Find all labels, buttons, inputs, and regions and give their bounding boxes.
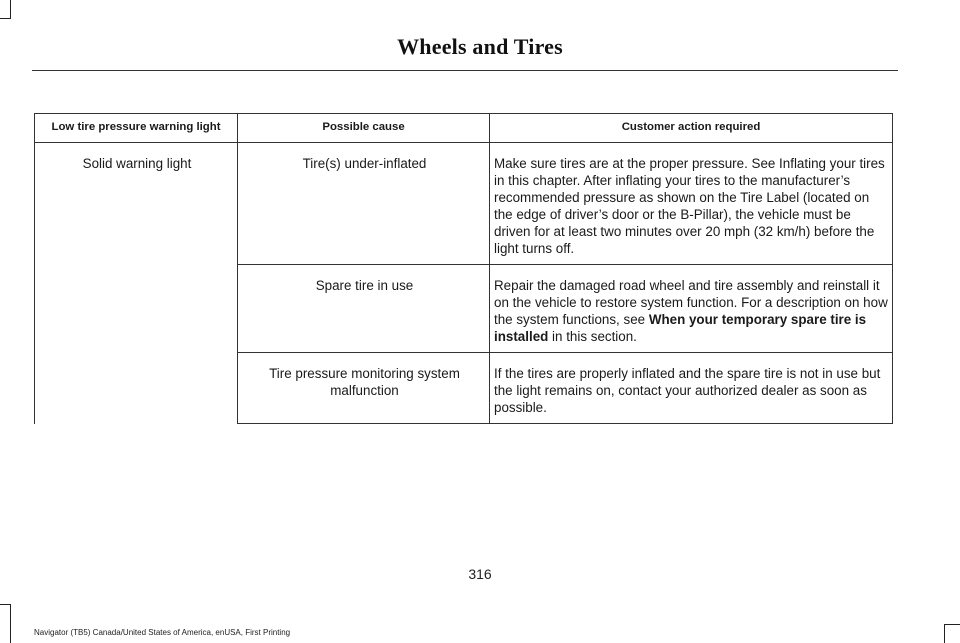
crop-mark-top-left-horizontal [0,18,11,19]
crop-mark-bottom-right-vertical [944,624,945,643]
possible-cause-cell [238,353,490,424]
header-divider [32,70,898,71]
customer-action-cell: If the tires are properly inflated and the spare tire is not in use but the light remains on, contact your authorized dealer as soon as possible. [490,353,893,424]
crop-mark-top-left-vertical [10,0,11,18]
publication-footer: Navigator (TB5) Canada/United States of America, enUSA, First Printing [34,628,291,637]
crop-mark-bottom-right-horizontal [944,624,960,625]
possible-cause-cell: Tire(s) under-inflated [238,143,490,265]
warning-light-state: Solid warning light [35,143,238,424]
cause-line: malfunction [330,383,399,398]
crop-mark-bottom-left-vertical [10,604,11,643]
table-row [35,143,893,265]
crop-mark-bottom-left-horizontal [0,604,11,605]
column-header-warning-light: Low tire pressure warning light [35,114,238,143]
page-number: 316 [468,566,492,582]
possible-cause-cell: Spare tire in use [238,265,490,353]
customer-action-cell: Make sure tires are at the proper pressure. See Inflating your tires in this chapter. After inflating your tires to the manufacturer’s recommended pressure as shown on the Tire Label (located on the edge of driver’s door or the B-Pillar), the vehicle must be driven for at least two minutes over 20 mph (32 km/h) before the light turns off. [490,143,893,265]
action-reference-bold: When your temporary spare tire is installed [494,312,867,344]
action-text: Repair the damaged road wheel and tire assembly and reinstall it on the vehicle to restore system function. For a description on how the system functions, see [494,278,888,327]
cause-line: Tire pressure monitoring system [269,366,460,381]
table-header-row [35,114,893,143]
column-header-possible-cause: Possible cause [238,114,490,143]
column-header-customer-action: Customer action required [490,114,893,143]
action-text: in this section. [548,329,637,344]
page-title: Wheels and Tires [397,34,563,59]
customer-action-cell [490,265,893,353]
warning-light-table [34,113,892,424]
